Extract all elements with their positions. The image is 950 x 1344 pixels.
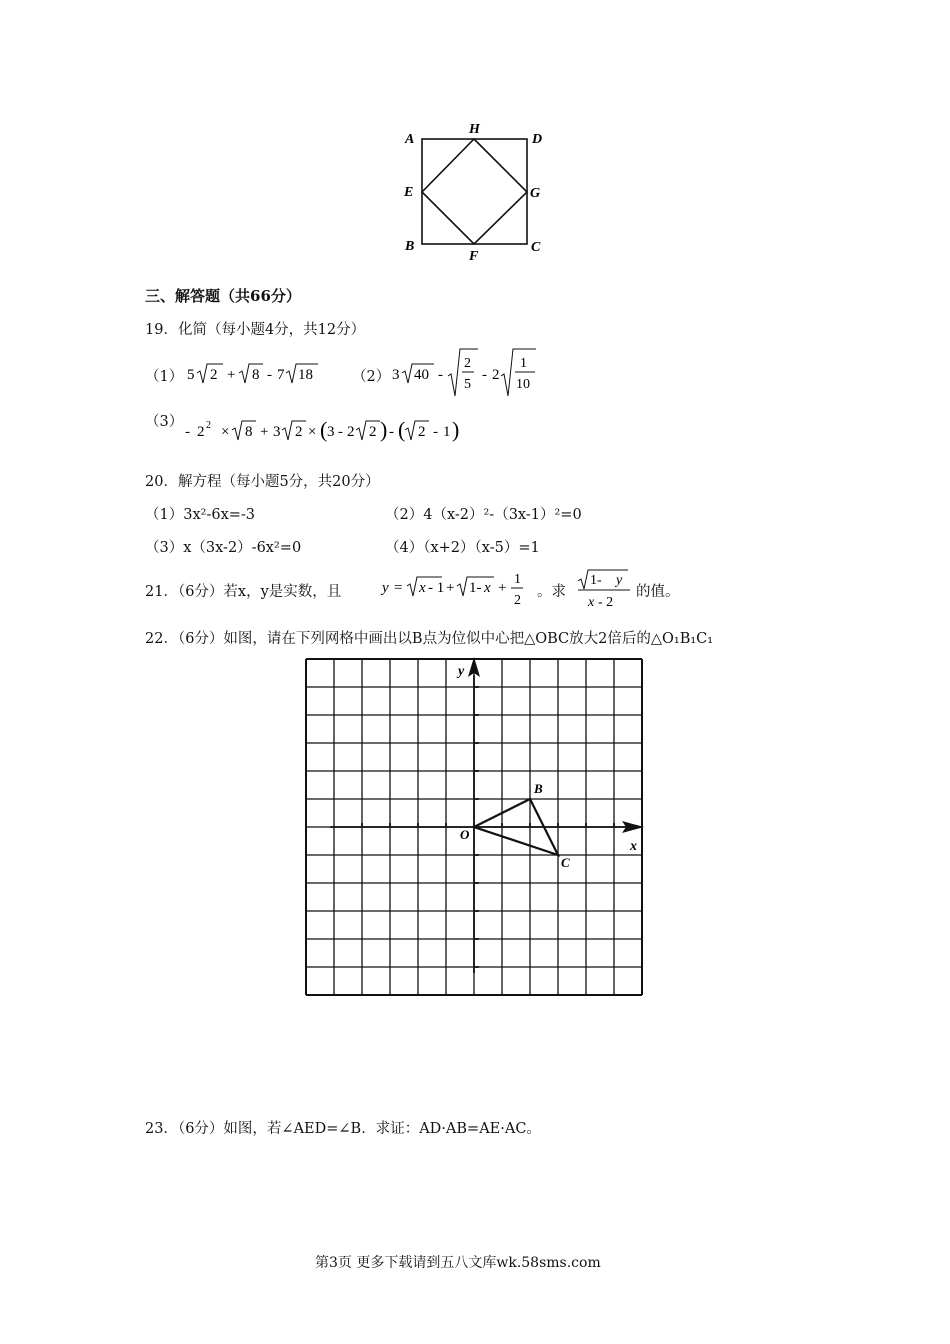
- svg-text:1: 1: [520, 356, 527, 371]
- inner-square: [422, 139, 527, 244]
- coordinate-grid-figure: [300, 655, 652, 1000]
- q20-part2: （2）4（x-2）²-（3x-1）²=0: [385, 507, 582, 523]
- svg-text:3: 3: [273, 424, 281, 440]
- svg-text:): ): [380, 417, 388, 442]
- svg-text:1-: 1-: [469, 580, 482, 596]
- q19-prompt: 19．化简（每小题4分，共12分）: [145, 322, 366, 338]
- svg-text:3: 3: [392, 367, 400, 383]
- svg-text:-: -: [267, 367, 272, 383]
- q21-mid: 。求: [537, 584, 566, 600]
- svg-text:2: 2: [295, 424, 303, 440]
- svg-text:5: 5: [464, 377, 471, 392]
- q22-text: 22．（6分）如图，请在下列网格中画出以B点为位似中心把△OBC放大2倍后的△O₁B₁C₁: [145, 631, 714, 647]
- svg-text:-: -: [433, 424, 438, 440]
- label-c: C: [531, 240, 541, 255]
- axis-label-x: x: [630, 839, 637, 854]
- axis-label-y: y: [458, 664, 465, 679]
- svg-text:+: +: [498, 580, 507, 596]
- svg-text:5: 5: [187, 367, 195, 383]
- svg-text:8: 8: [252, 367, 260, 383]
- svg-text:2: 2: [210, 367, 218, 383]
- label-g: G: [530, 186, 541, 201]
- svg-text:x: x: [419, 580, 426, 596]
- label-b: B: [405, 239, 415, 254]
- svg-text:-: -: [438, 367, 443, 383]
- svg-text:-: -: [185, 424, 190, 440]
- q19-part1-expr: [185, 356, 335, 390]
- svg-text:(: (: [320, 417, 328, 442]
- label-h: H: [469, 122, 480, 137]
- svg-text:- 2: - 2: [598, 595, 614, 610]
- point-label-o: O: [460, 827, 470, 842]
- q20-part3: （3）x（3x-2）-6x²=0: [145, 540, 302, 556]
- svg-text:2: 2: [418, 424, 426, 440]
- q20-prompt: 20．解方程（每小题5分，共20分）: [145, 474, 380, 490]
- q21-prefix: 21．（6分）若x，y是实数，且: [145, 584, 342, 600]
- svg-text:+: +: [227, 367, 236, 383]
- svg-text:×: ×: [308, 424, 317, 440]
- svg-text:10: 10: [516, 377, 530, 392]
- label-f: F: [469, 249, 479, 263]
- svg-text:2: 2: [369, 424, 377, 440]
- svg-text:7: 7: [277, 367, 285, 383]
- svg-text:2: 2: [347, 424, 355, 440]
- q21-expr-frac: [574, 566, 634, 612]
- q19-part3-label: （3）: [145, 414, 184, 430]
- svg-text:8: 8: [245, 424, 253, 440]
- svg-text:+: +: [260, 424, 269, 440]
- svg-text:+: +: [446, 580, 455, 596]
- svg-text:1-: 1-: [590, 573, 602, 588]
- label-d: D: [532, 132, 543, 147]
- svg-text:y: y: [616, 573, 623, 588]
- q21-expr-y: [380, 566, 552, 612]
- q20-part4: （4）（x+2）（x-5）=1: [385, 540, 540, 556]
- svg-text:y: y: [382, 580, 389, 596]
- axes: [330, 657, 644, 973]
- svg-text:40: 40: [414, 367, 429, 383]
- svg-text:×: ×: [221, 424, 230, 440]
- svg-text:2: 2: [514, 593, 521, 608]
- svg-text:-: -: [482, 367, 487, 383]
- q21-suffix: 的值。: [636, 584, 680, 600]
- svg-text:-: -: [389, 424, 394, 440]
- svg-text:18: 18: [298, 367, 313, 383]
- q19-part3-expr: [183, 412, 473, 446]
- point-label-c: C: [561, 855, 570, 870]
- q19-part1-label: （1）: [145, 369, 184, 385]
- svg-text:- 1: - 1: [428, 580, 445, 596]
- svg-text:2: 2: [206, 420, 211, 431]
- svg-text:3: 3: [327, 424, 335, 440]
- q19-part2-label: （2）: [352, 369, 391, 385]
- svg-text:x: x: [484, 580, 491, 596]
- q19-part2-expr: [390, 346, 550, 398]
- svg-text:-: -: [338, 424, 343, 440]
- svg-text:(: (: [398, 417, 406, 442]
- page-footer: 第3页 更多下载请到五八文库wk.58sms.com: [315, 1255, 601, 1271]
- label-a: A: [405, 132, 415, 147]
- svg-text:2: 2: [492, 367, 500, 383]
- outer-square: [422, 139, 527, 244]
- svg-text:1: 1: [443, 424, 451, 440]
- svg-text:2: 2: [197, 424, 205, 440]
- square-figure: [395, 118, 555, 263]
- svg-text:1: 1: [514, 572, 521, 587]
- svg-text:): ): [452, 417, 460, 442]
- svg-text:x: x: [588, 595, 595, 610]
- svg-text:=: =: [394, 580, 403, 596]
- point-label-b: B: [534, 781, 543, 796]
- section-heading: 三、解答题（共66分）: [145, 287, 301, 305]
- q20-part1: （1）3x²-6x=-3: [145, 507, 256, 523]
- q23-text: 23．（6分）如图，若∠AED=∠B．求证：AD·AB=AE·AC。: [145, 1121, 541, 1137]
- label-e: E: [404, 185, 414, 200]
- svg-text:2: 2: [464, 356, 471, 371]
